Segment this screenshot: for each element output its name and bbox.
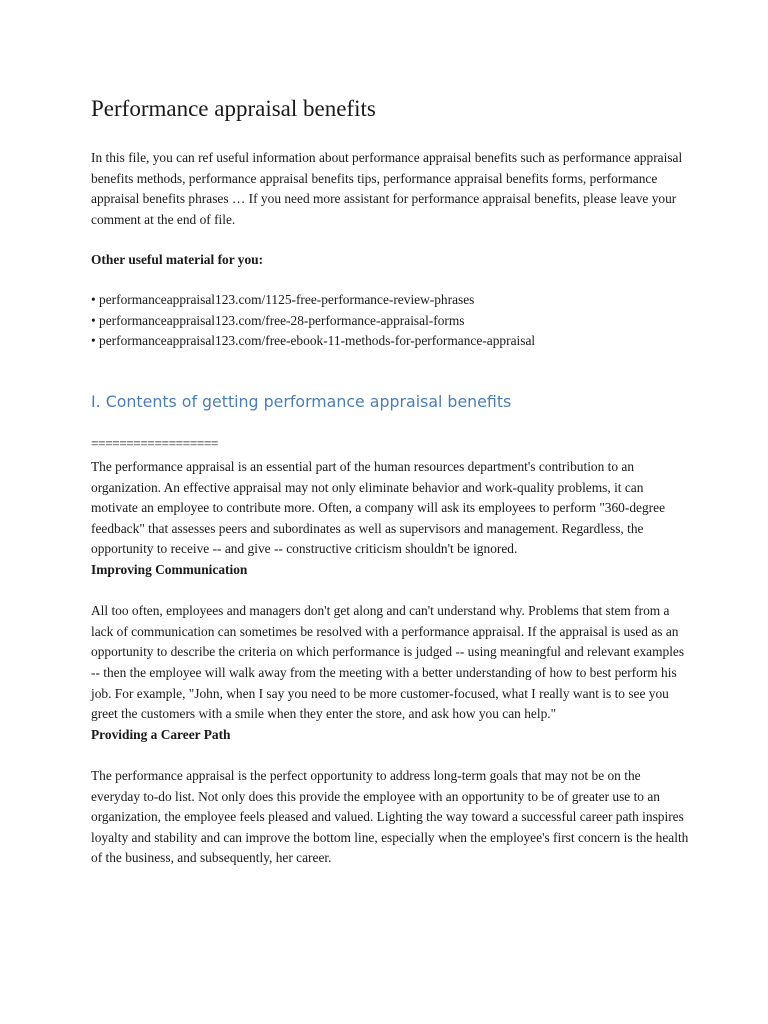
- body-paragraph-3: The performance appraisal is the perfect opportunity to address long-term goals that may not be on the everyday to-do list. Not only does this provide the employee with an opportunity to be of greater use to an organization, the employee feels pleased and valued. Lighting the way toward a successful career path inspires loyalty and stability and can improve the bottom line, especially when the employee's first concern is the health of the business, and subsequently, her career.: [91, 767, 689, 866]
- useful-link[interactable]: • performanceappraisal123.com/free-ebook-11-methods-for-performance-appraisal: [91, 333, 536, 349]
- useful-material-heading: Other useful material for you:: [91, 252, 264, 267]
- divider-line: ==================: [91, 436, 218, 451]
- body-content: [91, 457, 691, 869]
- section-heading: I. Contents of getting performance appraisal benefits: [91, 392, 512, 411]
- useful-links-list: [91, 290, 535, 352]
- useful-link[interactable]: • performanceappraisal123.com/1125-free-performance-review-phrases: [91, 292, 475, 307]
- intro-paragraph: In this file, you can ref useful information about performance appraisal benefits such as performance appraisal benefits methods, performance appraisal benefits tips, performance appraisal benefits forms, performance appraisal benefits phrases … If you need more assistant for performance appraisal benefits, please leave your comment at the end of file.: [91, 150, 683, 227]
- spacer: [91, 745, 691, 766]
- document-title: Performance appraisal benefits: [91, 96, 376, 121]
- body-paragraph-2: All too often, employees and managers don't get along and can't understand why. Problems that stem from a lack of communication can sometimes be resolved with a performance appraisal. If the appraisal is used as an opportunity to describe the criteria on which performance is judged -- using meaningful and relevant examples -- then the employee will walk away from the meeting with a better understanding of how to best perform his job. For example, "John, when I say you need to be more customer-focused, what I really want is to see you greet the customers with a smile when they enter the store, and ask how you can help.": [91, 603, 685, 722]
- spacer: [91, 581, 691, 602]
- subheading-career-path: Providing a Career Path: [91, 726, 231, 742]
- useful-link[interactable]: • performanceappraisal123.com/free-28-performance-appraisal-forms: [91, 312, 465, 328]
- body-paragraph-1: The performance appraisal is an essential part of the human resources department's contribution to an organization. An effective appraisal may not only eliminate behavior and work-quality problems, it can motivate an employee to contribute more. Often, a company will ask its employees to perform "360-degree feedback" that assesses peers and subordinates as well as supervisors and management. Regardless, the opportunity to receive -- and give -- constructive criticism shouldn't be ignored.: [91, 459, 666, 557]
- subheading-improving-communication: Improving Communication: [91, 561, 248, 577]
